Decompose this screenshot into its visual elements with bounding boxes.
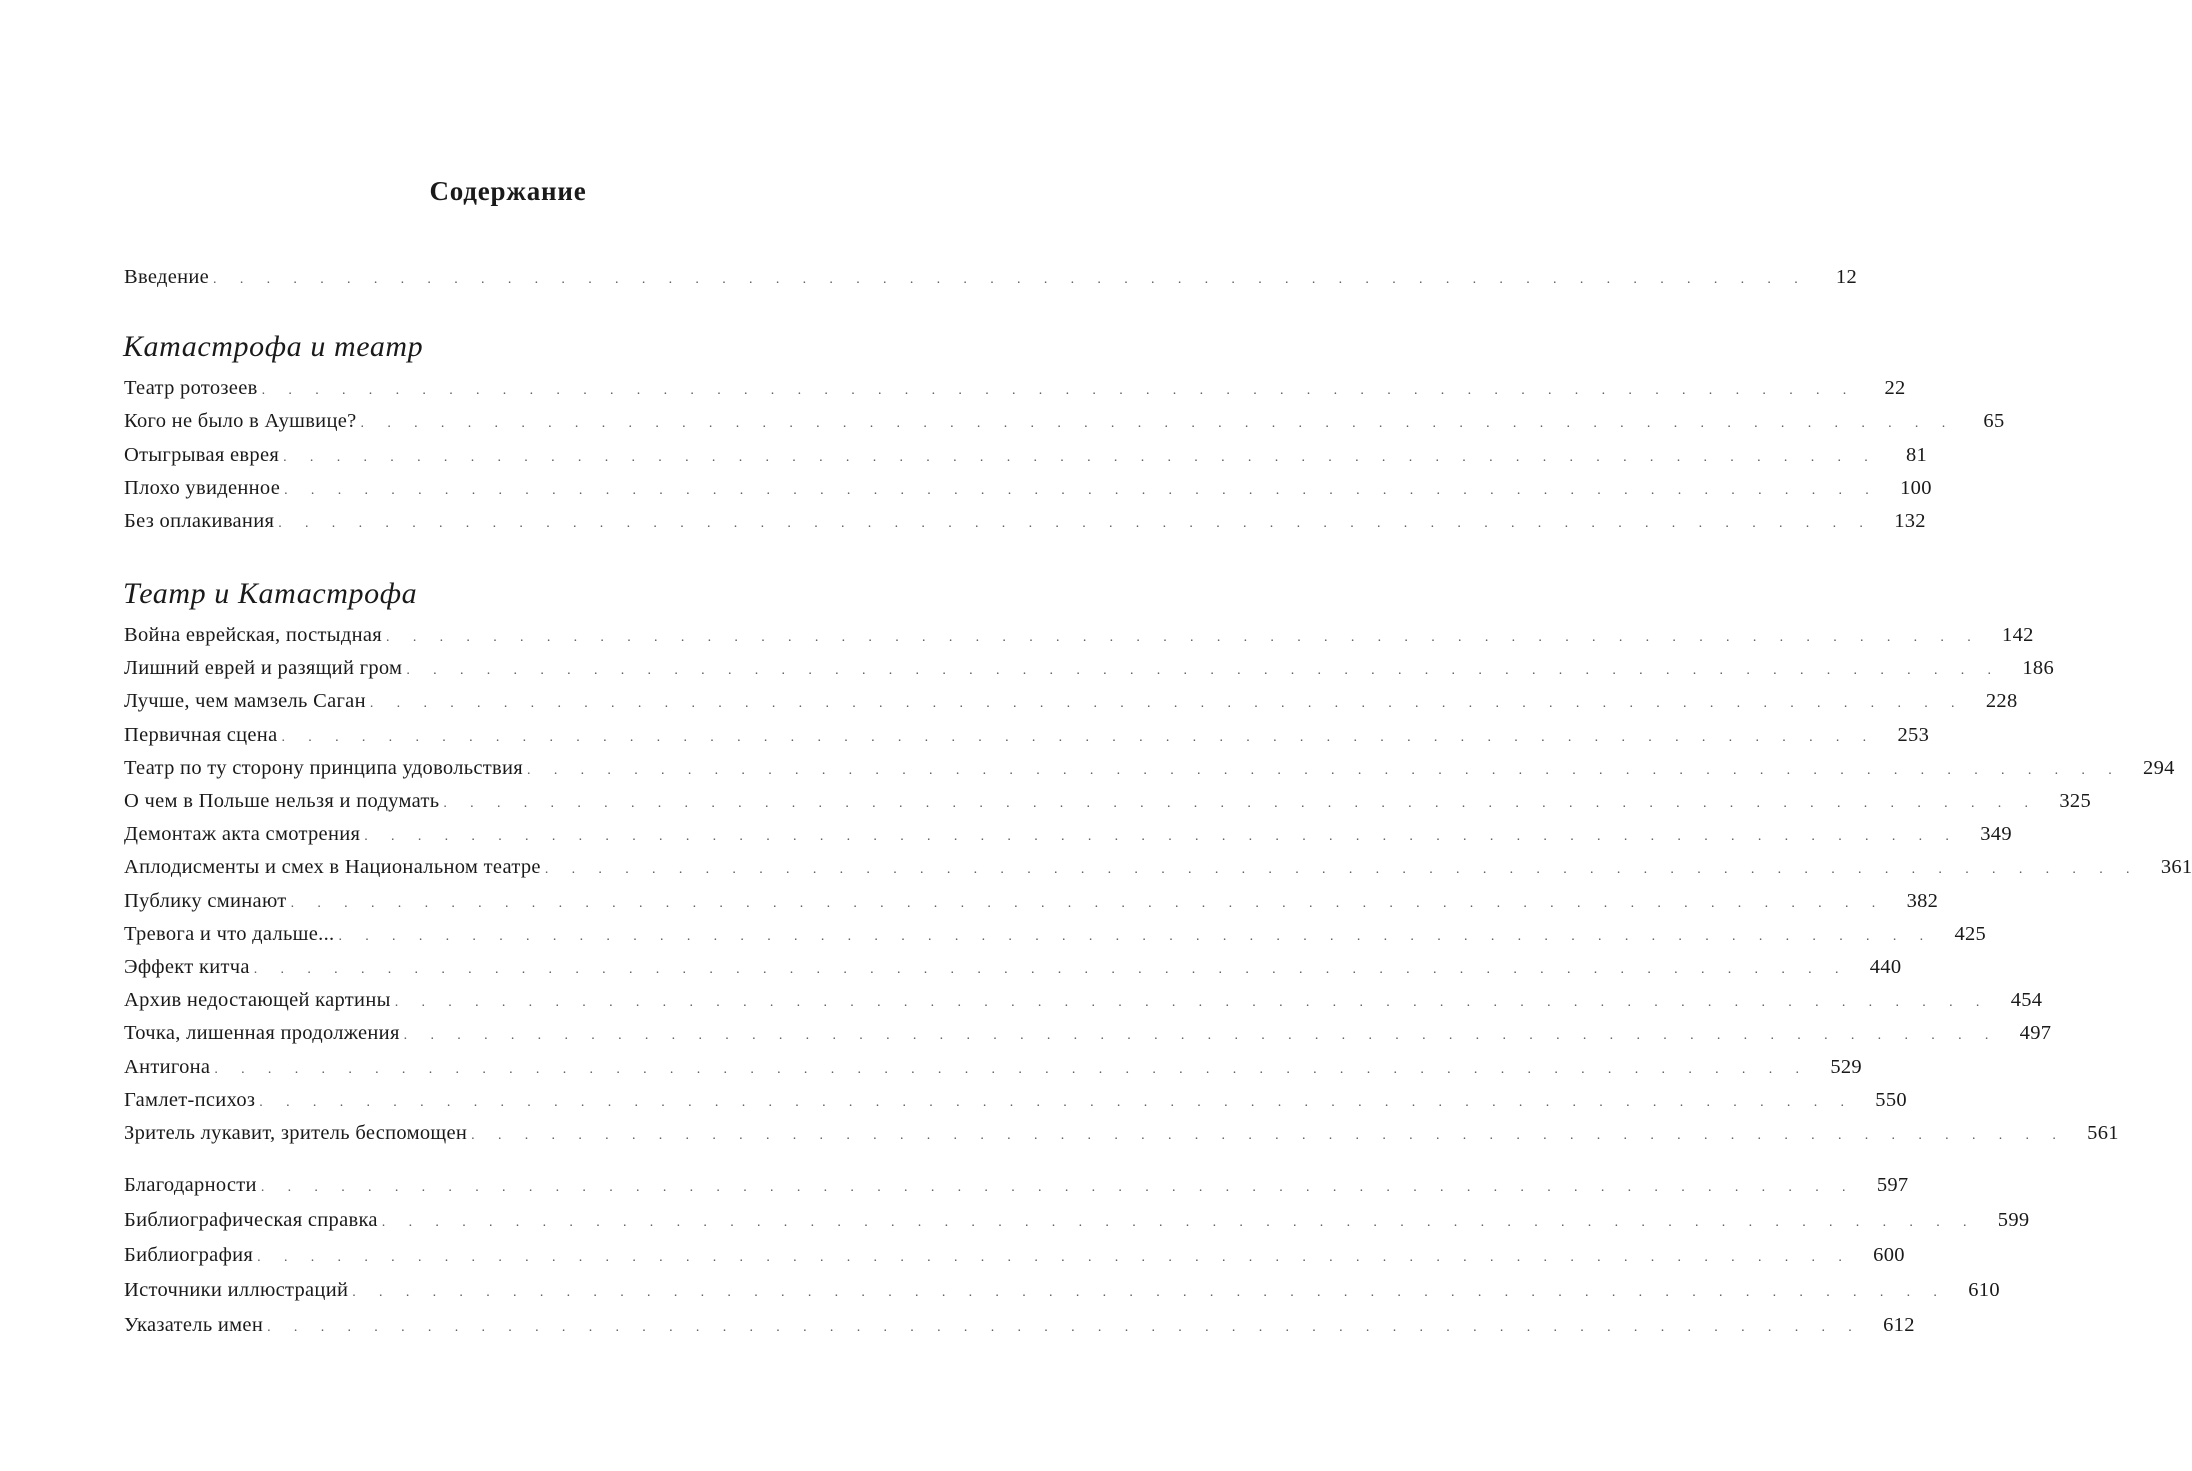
toc-entry-label: Театр по ту сторону принципа удовольствия — [124, 756, 524, 779]
toc-entry[interactable] — [124, 989, 2043, 1015]
toc-entry-page: 597 — [1876, 1174, 1909, 1196]
toc-entry-intro[interactable] — [124, 266, 1858, 292]
toc-entry-label: О чем в Польше нельзя и подумать — [124, 790, 440, 812]
toc-entry[interactable] — [124, 823, 2012, 849]
toc-entry-page: 294 — [2143, 756, 2175, 779]
toc-entry-page: 253 — [1897, 723, 1930, 746]
toc-entry-page: 325 — [2059, 790, 2092, 812]
page-title: Содержание — [429, 176, 587, 206]
dot-leader: ............................................................ — [290, 895, 1899, 911]
toc-entry-page: 599 — [1997, 1209, 2030, 1231]
toc-entry-label: Лишний еврей и разящий гром — [124, 657, 403, 680]
dot-leader: ............................................................ — [281, 729, 1890, 745]
toc-entry-page: 12 — [1835, 266, 1858, 288]
dot-leader: ............................................................ — [259, 1094, 1868, 1110]
dot-leader: ............................................................ — [213, 272, 1822, 287]
toc-entry[interactable] — [124, 1314, 1915, 1340]
toc-entry-page: 497 — [2019, 1022, 2052, 1045]
toc-entry-label: Первичная сцена — [124, 723, 278, 746]
toc-entry[interactable] — [124, 756, 2175, 783]
dot-leader: ............................................................ — [527, 762, 2136, 778]
toc-entry-label: Тревога и что дальше... — [124, 922, 335, 945]
toc-entry[interactable] — [124, 443, 1928, 470]
toc-entry-label: Демонтаж акта смотрения — [124, 823, 361, 846]
toc-entry-page: 454 — [2010, 989, 2043, 1012]
toc-entry[interactable] — [124, 1022, 2052, 1048]
toc-entry-page: 81 — [1905, 443, 1928, 466]
toc-entry-label: Кого не было в Аушвице? — [124, 410, 357, 433]
toc-entry-label: Эффект китча — [124, 956, 250, 978]
toc-entry-page: 228 — [1985, 690, 2018, 713]
dot-leader: ............................................................ — [369, 696, 1978, 712]
toc-entry-label: Точка, лишенная продолжения — [124, 1022, 400, 1045]
toc-entry[interactable] — [124, 956, 1902, 982]
toc-entry-page: 600 — [1873, 1244, 1905, 1266]
dot-leader: ............................................................ — [253, 962, 1862, 977]
dot-leader: ............................................................ — [284, 482, 1893, 498]
dot-leader: ............................................................ — [338, 928, 1947, 944]
dot-leader: ............................................................ — [381, 1215, 1990, 1230]
toc-entry-page: 142 — [2002, 624, 2034, 646]
toc-entry-page: 361 — [2160, 856, 2192, 879]
toc-entry-label: Лучше, чем мамзель Саган — [124, 690, 366, 713]
toc-entry[interactable] — [124, 1209, 2030, 1235]
toc-entry[interactable] — [124, 510, 1926, 536]
toc-entry-page: 349 — [1980, 823, 2012, 846]
dot-leader: ............................................................ — [267, 1320, 1876, 1335]
toc-entry-label: Война еврейская, постыдная — [124, 624, 383, 646]
toc-entry-page: 100 — [1900, 476, 1932, 499]
dot-leader: ............................................................ — [283, 449, 1892, 465]
toc-entry-label: Аплодисменты и смех в Национальном театре — [124, 856, 541, 879]
toc-entry-label: Плохо увиденное — [124, 476, 281, 499]
toc-entry-page: 440 — [1869, 956, 1902, 978]
toc-entry[interactable] — [124, 889, 1939, 916]
toc-entry[interactable] — [124, 377, 1906, 403]
toc-entry[interactable] — [124, 690, 2018, 716]
toc-entry-label: Введение — [124, 266, 210, 288]
toc-entry-label: Отыгрывая еврея — [124, 443, 280, 466]
dot-leader: ............................................................ — [394, 995, 2003, 1011]
dot-leader: ............................................................ — [278, 516, 1887, 532]
toc-entry-label: Библиографическая справка — [124, 1209, 378, 1231]
toc-entry[interactable] — [124, 922, 1987, 949]
toc-entry[interactable] — [124, 1174, 1909, 1200]
dot-leader: ............................................................ — [364, 829, 1973, 845]
toc-entry[interactable] — [124, 1244, 1905, 1270]
toc-entry-page: 529 — [1830, 1055, 1862, 1078]
toc-entry[interactable] — [124, 790, 2092, 816]
toc-entry[interactable] — [124, 1279, 2000, 1305]
toc-entry-label: Указатель имен — [124, 1314, 264, 1336]
toc-entry[interactable] — [124, 657, 2054, 683]
toc-entry[interactable] — [124, 624, 2034, 650]
toc-entry-page: 550 — [1875, 1088, 1907, 1111]
dot-leader: ............................................................ — [403, 1028, 2012, 1044]
toc-entry-label: Без оплакивания — [124, 510, 275, 533]
section-heading-part2: Театр и Катастрофа — [123, 577, 418, 610]
dot-leader: ............................................................ — [214, 1061, 1823, 1077]
section-heading-part1: Катастрофа и театр — [123, 330, 424, 363]
toc-entry-label: Архив недостающей картины — [124, 989, 391, 1012]
dot-leader: ............................................................ — [406, 663, 2015, 679]
toc-entry-page: 382 — [1906, 889, 1939, 912]
toc-entry-label: Зритель лукавит, зритель беспомощен — [124, 1122, 468, 1144]
toc-entry[interactable] — [124, 410, 2005, 436]
dot-leader: ............................................................ — [544, 862, 2153, 878]
dot-leader: ............................................................ — [261, 383, 1870, 398]
toc-entry[interactable] — [124, 1122, 2119, 1148]
toc-entry-label: Источники иллюстраций — [124, 1279, 349, 1301]
toc-entry-page: 425 — [1954, 922, 1987, 945]
toc-entry-label: Гамлет-психоз — [124, 1088, 256, 1111]
toc-entry-page: 65 — [1983, 410, 2005, 433]
toc-entry[interactable] — [124, 476, 1932, 503]
toc-entry-page: 22 — [1884, 377, 1906, 399]
toc-entry-page: 612 — [1883, 1314, 1915, 1336]
toc-entry[interactable] — [124, 723, 1930, 750]
toc-entry[interactable] — [124, 1088, 1907, 1115]
toc-entry-page: 132 — [1894, 510, 1926, 533]
toc-entry-page: 186 — [2022, 657, 2054, 680]
dot-leader: ............................................................ — [471, 1128, 2080, 1143]
dot-leader: ............................................................ — [360, 416, 1969, 432]
toc-entry-label: Библиография — [124, 1244, 254, 1266]
toc-entry-label: Публику сминают — [124, 889, 287, 912]
dot-leader: ............................................................ — [386, 630, 1995, 645]
toc-entry[interactable] — [124, 1055, 1862, 1082]
toc-entry-label: Благодарности — [124, 1174, 257, 1196]
toc-entry-page: 561 — [2087, 1122, 2119, 1144]
toc-entry[interactable] — [124, 856, 2192, 882]
dot-leader: ............................................................ — [257, 1250, 1866, 1265]
toc-entry-page: 610 — [1968, 1279, 2000, 1301]
dot-leader: ............................................................ — [352, 1285, 1961, 1300]
dot-leader: ............................................................ — [443, 796, 2052, 811]
toc-entry-label: Театр ротозеев — [124, 377, 258, 399]
toc-entry-label: Антигона — [124, 1055, 211, 1078]
dot-leader: ............................................................ — [260, 1180, 1869, 1195]
